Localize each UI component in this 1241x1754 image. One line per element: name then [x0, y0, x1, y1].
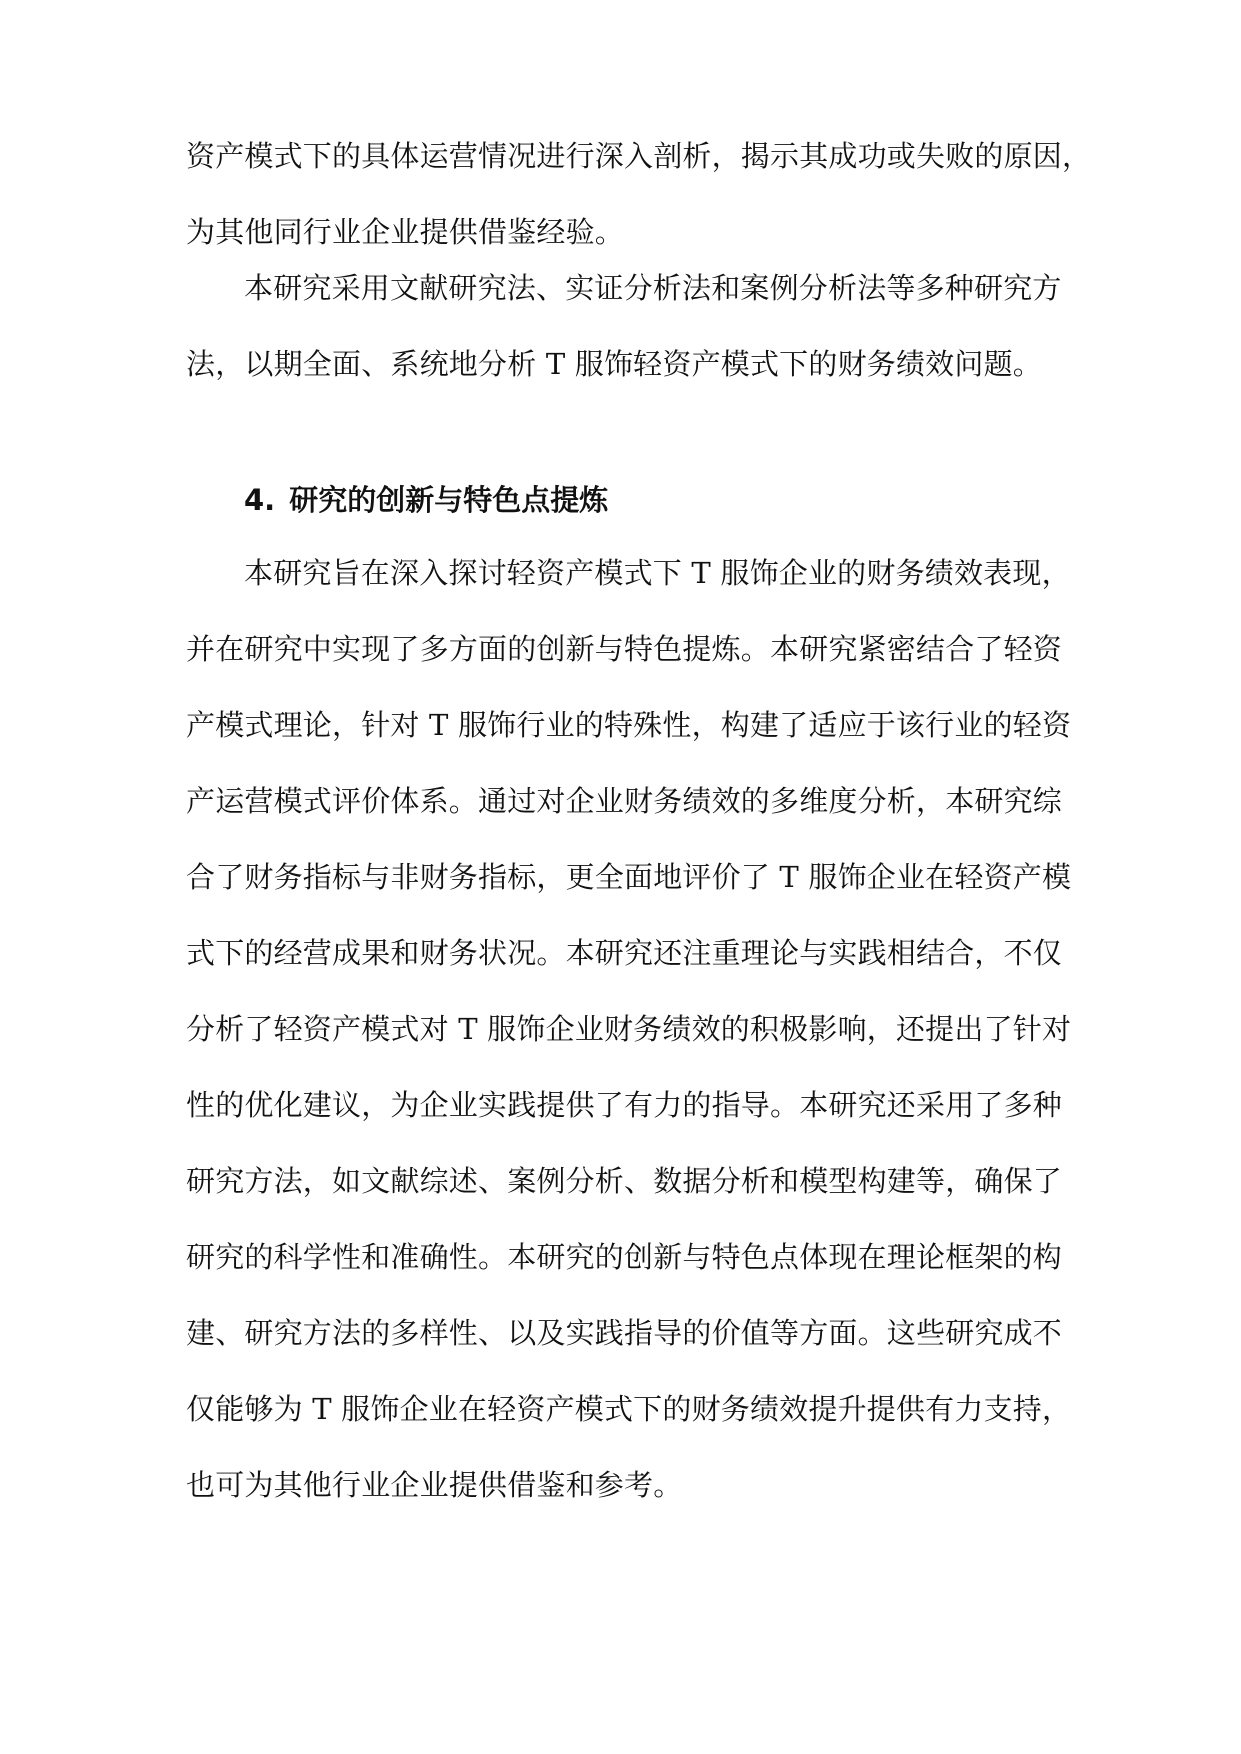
text-line: 产模式理论，针对 T 服饰行业的特殊性，构建了适应于该行业的轻资 — [186, 708, 1072, 742]
text-line: 建、研究方法的多样性、以及实践指导的价值等方面。这些研究成不 — [186, 1316, 1063, 1350]
paragraph-continuation — [186, 118, 1092, 270]
section-number: 4. — [244, 483, 276, 517]
text-line: 也可为其他行业企业提供借鉴和参考。 — [186, 1468, 683, 1502]
text-line: 本研究旨在深入探讨轻资产模式下 T 服饰企业的财务绩效表现， — [244, 556, 1071, 590]
text-line: 合了财务指标与非财务指标，更全面地评价了 T 服饰企业在轻资产模 — [186, 860, 1072, 894]
text-line: 产运营模式评价体系。通过对企业财务绩效的多维度分析，本研究综 — [186, 784, 1063, 818]
paragraph-innovation — [186, 535, 1072, 1523]
text-line: 式下的经营成果和财务状况。本研究还注重理论与实践相结合，不仅 — [186, 936, 1063, 970]
paragraph-methods — [186, 250, 1062, 402]
text-line: 本研究采用文献研究法、实证分析法和案例分析法等多种研究方 — [244, 271, 1062, 305]
text-line: 研究方法，如文献综述、案例分析、数据分析和模型构建等，确保了 — [186, 1164, 1063, 1198]
text-line: 为其他同行业企业提供借鉴经验。 — [186, 215, 625, 249]
section-title: 研究的创新与特色点提炼 — [289, 483, 609, 517]
text-line: 法，以期全面、系统地分析 T 服饰轻资产模式下的财务绩效问题。 — [186, 347, 1042, 381]
text-line: 仅能够为 T 服饰企业在轻资产模式下的财务绩效提升提供有力支持， — [186, 1392, 1072, 1426]
text-line: 研究的科学性和准确性。本研究的创新与特色点体现在理论框架的构 — [186, 1240, 1063, 1274]
text-line: 并在研究中实现了多方面的创新与特色提炼。本研究紧密结合了轻资 — [186, 632, 1063, 666]
text-line: 资产模式下的具体运营情况进行深入剖析，揭示其成功或失败的原因， — [186, 139, 1092, 173]
text-line: 分析了轻资产模式对 T 服饰企业财务绩效的积极影响，还提出了针对 — [186, 1012, 1072, 1046]
text-line: 性的优化建议，为企业实践提供了有力的指导。本研究还采用了多种 — [186, 1088, 1063, 1122]
section-heading — [244, 470, 608, 530]
